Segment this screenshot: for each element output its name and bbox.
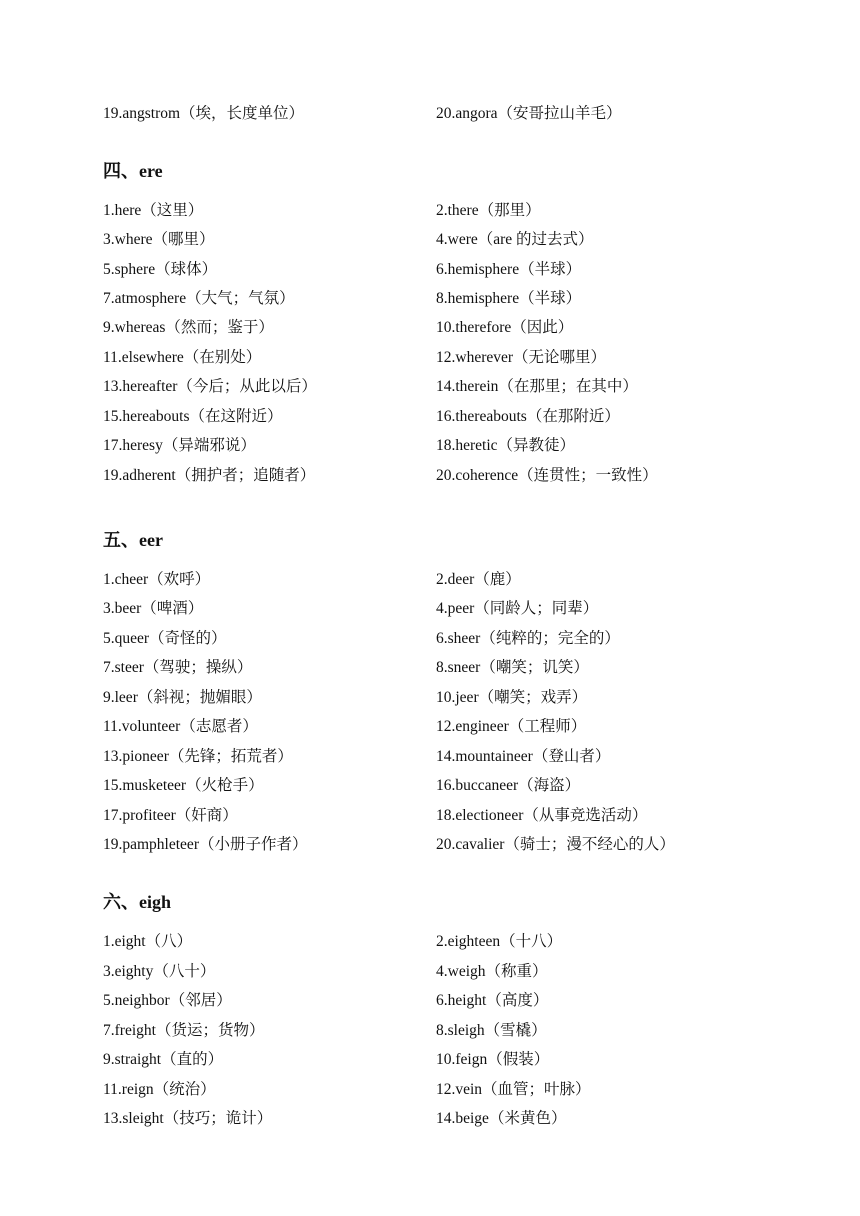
vocab-row — [103, 434, 823, 458]
vocab-row — [103, 346, 823, 370]
vocab-item: 19.adherent（拥护者；追随者） — [103, 467, 316, 484]
vocab-row — [103, 1107, 823, 1131]
vocab-item: 18.electioneer（从事竞选活动） — [436, 807, 648, 824]
vocab-row — [103, 930, 823, 954]
vocab-item: 7.steer（驾驶；操纵） — [103, 659, 253, 676]
section-heading-eigh: 六、eigh — [103, 892, 172, 912]
vocab-item: 20.angora（安哥拉山羊毛） — [436, 105, 622, 122]
vocab-item: 16.thereabouts（在那附近） — [436, 408, 620, 425]
vocab-row — [103, 989, 823, 1013]
vocab-item: 6.height（高度） — [436, 992, 549, 1009]
section-heading-ere: 四、ere — [103, 161, 163, 181]
vocab-item: 2.deer（鹿） — [436, 571, 521, 588]
vocab-item: 9.leer（斜视；抛媚眼） — [103, 689, 262, 706]
vocab-item: 1.cheer（欢呼） — [103, 571, 211, 588]
vocab-row — [103, 960, 823, 984]
vocab-item: 19.angstrom（埃，长度单位） — [103, 105, 305, 122]
vocab-item: 14.therein（在那里；在其中） — [436, 378, 638, 395]
vocab-item: 15.hereabouts（在这附近） — [103, 408, 283, 425]
vocab-item: 1.here（这里） — [103, 202, 204, 219]
vocab-item: 15.musketeer（火枪手） — [103, 777, 264, 794]
vocab-item: 5.sphere（球体） — [103, 261, 218, 278]
vocab-row — [103, 258, 823, 282]
vocab-item: 18.heretic（异教徒） — [436, 437, 576, 454]
vocab-item: 12.vein（血管；叶脉） — [436, 1081, 591, 1098]
vocab-item: 4.were（are 的过去式） — [436, 231, 594, 248]
vocab-item: 1.eight（八） — [103, 933, 193, 950]
vocab-row — [103, 228, 823, 252]
vocab-row — [103, 833, 823, 857]
vocab-item: 3.beer（啤酒） — [103, 600, 204, 617]
vocab-row — [103, 464, 823, 488]
vocab-item: 8.hemisphere（半球） — [436, 290, 582, 307]
vocab-item: 8.sleigh（雪橇） — [436, 1022, 547, 1039]
vocab-row — [103, 745, 823, 769]
vocab-item: 11.elsewhere（在别处） — [103, 349, 262, 366]
vocab-item: 5.neighbor（邻居） — [103, 992, 232, 1009]
vocab-item: 10.therefore（因此） — [436, 319, 574, 336]
vocab-item: 3.where（哪里） — [103, 231, 215, 248]
vocab-item: 2.there（那里） — [436, 202, 541, 219]
vocab-item: 17.profiteer（奸商） — [103, 807, 238, 824]
vocab-row — [103, 1048, 823, 1072]
vocab-item: 14.mountaineer（登山者） — [436, 748, 611, 765]
vocab-row — [103, 656, 823, 680]
vocab-item: 13.hereafter（今后；从此以后） — [103, 378, 317, 395]
vocab-row — [103, 375, 823, 399]
vocab-item: 7.freight（货运；货物） — [103, 1022, 265, 1039]
vocab-item: 4.peer（同龄人；同辈） — [436, 600, 599, 617]
vocab-item: 10.jeer（嘲笑；戏弄） — [436, 689, 588, 706]
vocab-row — [103, 597, 823, 621]
vocab-item: 8.sneer（嘲笑；讥笑） — [436, 659, 589, 676]
vocab-item: 17.heresy（异端邪说） — [103, 437, 256, 454]
vocab-item: 11.volunteer（志愿者） — [103, 718, 258, 735]
vocab-item: 12.wherever（无论哪里） — [436, 349, 607, 366]
vocab-row — [103, 1078, 823, 1102]
vocab-row — [103, 774, 823, 798]
vocab-item: 16.buccaneer（海盗） — [436, 777, 581, 794]
vocab-item: 9.whereas（然而；鉴于） — [103, 319, 274, 336]
vocab-item: 13.pioneer（先锋；拓荒者） — [103, 748, 293, 765]
vocab-row — [103, 405, 823, 429]
vocab-item: 13.sleight（技巧；诡计） — [103, 1110, 273, 1127]
vocab-row — [103, 1019, 823, 1043]
vocab-item: 6.hemisphere（半球） — [436, 261, 582, 278]
vocab-item: 14.beige（米黄色） — [436, 1110, 567, 1127]
vocab-row — [103, 199, 823, 223]
vocab-item: 7.atmosphere（大气；气氛） — [103, 290, 295, 307]
vocab-item: 11.reign（统治） — [103, 1081, 216, 1098]
vocab-row — [103, 102, 823, 126]
section-heading-eer: 五、eer — [103, 530, 163, 550]
vocab-item: 9.straight（直的） — [103, 1051, 224, 1068]
vocab-item: 20.coherence（连贯性；一致性） — [436, 467, 658, 484]
vocab-item: 19.pamphleteer（小册子作者） — [103, 836, 308, 853]
vocab-item: 6.sheer（纯粹的；完全的） — [436, 630, 620, 647]
vocab-row — [103, 715, 823, 739]
vocab-item: 3.eighty（八十） — [103, 963, 216, 980]
vocab-item: 10.feign（假装） — [436, 1051, 550, 1068]
vocab-item: 2.eighteen（十八） — [436, 933, 563, 950]
vocab-item: 20.cavalier（骑士；漫不经心的人） — [436, 836, 675, 853]
vocab-row — [103, 287, 823, 311]
vocab-row — [103, 804, 823, 828]
vocab-row — [103, 568, 823, 592]
vocab-row — [103, 627, 823, 651]
vocab-item: 12.engineer（工程师） — [436, 718, 587, 735]
vocab-row — [103, 686, 823, 710]
vocab-item: 4.weigh（称重） — [436, 963, 548, 980]
vocab-row — [103, 316, 823, 340]
vocab-item: 5.queer（奇怪的） — [103, 630, 227, 647]
